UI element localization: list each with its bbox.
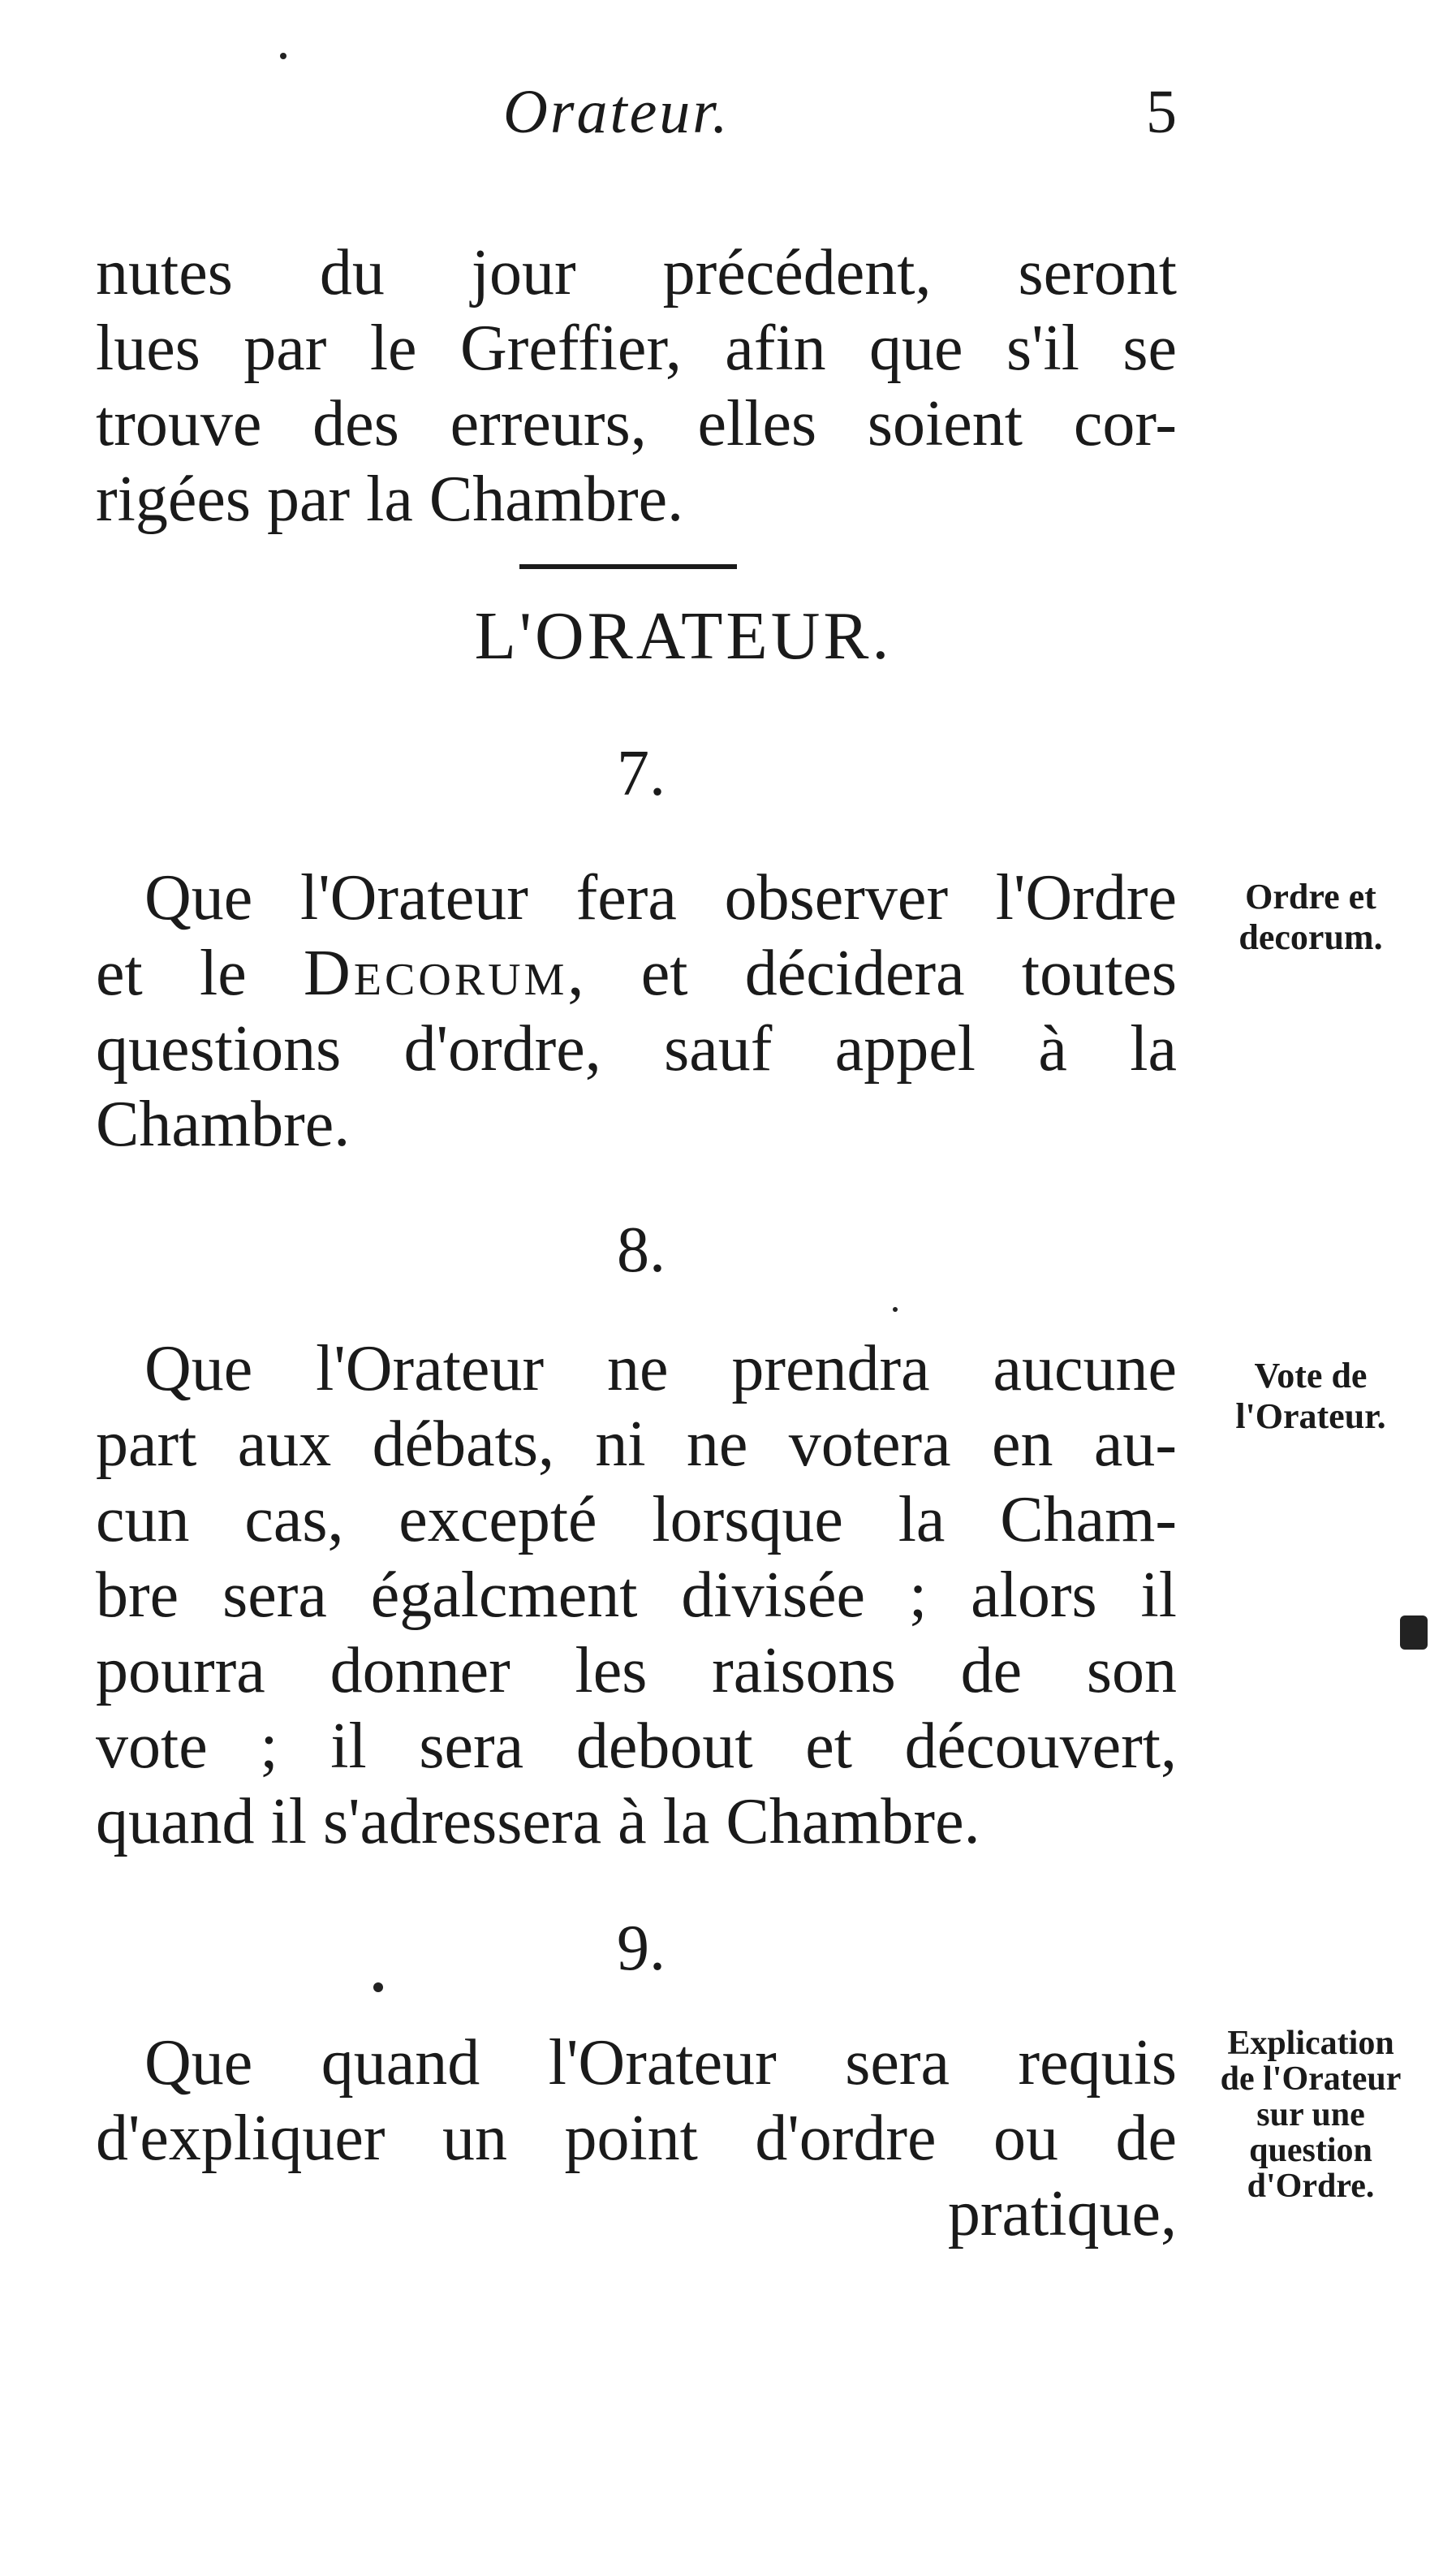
margin-note (1193, 1356, 1428, 1437)
article-number: 9. (617, 1913, 666, 1984)
text-line: part aux débats, ni ne votera en au- (96, 1408, 1177, 1480)
margin-note-line: d'Ordre. (1247, 2168, 1375, 2205)
article-paragraph (96, 2025, 1177, 2252)
text-line: nutes du jour précédent, seront (96, 237, 1177, 308)
margin-note-line: Explication (1227, 2025, 1394, 2062)
text-line: Que l'Orateur ne prendra aucune (144, 1333, 1177, 1404)
margin-note-line: decorum. (1238, 917, 1383, 957)
text-line: quand il s'adressera à la Chambre. (96, 1786, 980, 1857)
article-paragraph (96, 1331, 1177, 1860)
running-head: Orateur. (503, 78, 730, 146)
margin-note (1193, 877, 1428, 958)
text-line: Que quand l'Orateur sera requis (144, 2027, 1177, 2099)
article-number: 8. (617, 1214, 666, 1286)
margin-note-line: sur une (1256, 2096, 1365, 2133)
text-line: lues par le Greffier, afin que s'il se (96, 313, 1177, 384)
section-heading-text: L'ORATEUR. (474, 598, 893, 674)
ink-speck (1400, 1615, 1428, 1650)
continued-paragraph (96, 235, 1177, 537)
article-number: 7. (617, 738, 666, 809)
text-line: trouve des erreurs, elles soient cor- (96, 388, 1177, 459)
decorum-word: Decorum (304, 938, 568, 1009)
text-line: Que l'Orateur fera observer l'Ordre (144, 862, 1177, 934)
text-line: questions d'ordre, sauf appel à la (96, 1013, 1177, 1085)
text-line: bre sera égalcment divisée ; alors il (96, 1559, 1177, 1631)
text-line: d'expliquer un point d'ordre ou de (96, 2103, 1177, 2174)
text-fragment: et le (96, 938, 304, 1009)
text-line: Chambre. (96, 1089, 351, 1160)
margin-note-line: Vote de (1254, 1356, 1368, 1395)
ink-speck (373, 1982, 383, 1992)
text-line: vote ; il sera debout et découvert, (96, 1710, 1177, 1782)
text-line: rigées par la Chambre. (96, 464, 684, 535)
text-fragment: , et décidera toutes (567, 938, 1177, 1009)
margin-note-line: Ordre et (1245, 877, 1376, 917)
margin-note-line: de l'Orateur (1220, 2060, 1402, 2098)
text-line (96, 936, 1177, 1012)
section-heading (0, 597, 1456, 675)
text-line: cun cas, excepté lorsque la Cham- (96, 1484, 1177, 1555)
text-line: pratique, (947, 2178, 1177, 2250)
page-number: 5 (1146, 78, 1177, 146)
text-line: pourra donner les raisons de son (96, 1635, 1177, 1706)
article-paragraph (96, 861, 1177, 1163)
section-rule (519, 564, 737, 569)
margin-note-line: l'Orateur. (1235, 1396, 1386, 1436)
ink-speck (893, 1307, 898, 1312)
ink-speck (280, 53, 286, 59)
margin-note (1193, 2025, 1428, 2204)
margin-note-line: question (1249, 2132, 1372, 2169)
